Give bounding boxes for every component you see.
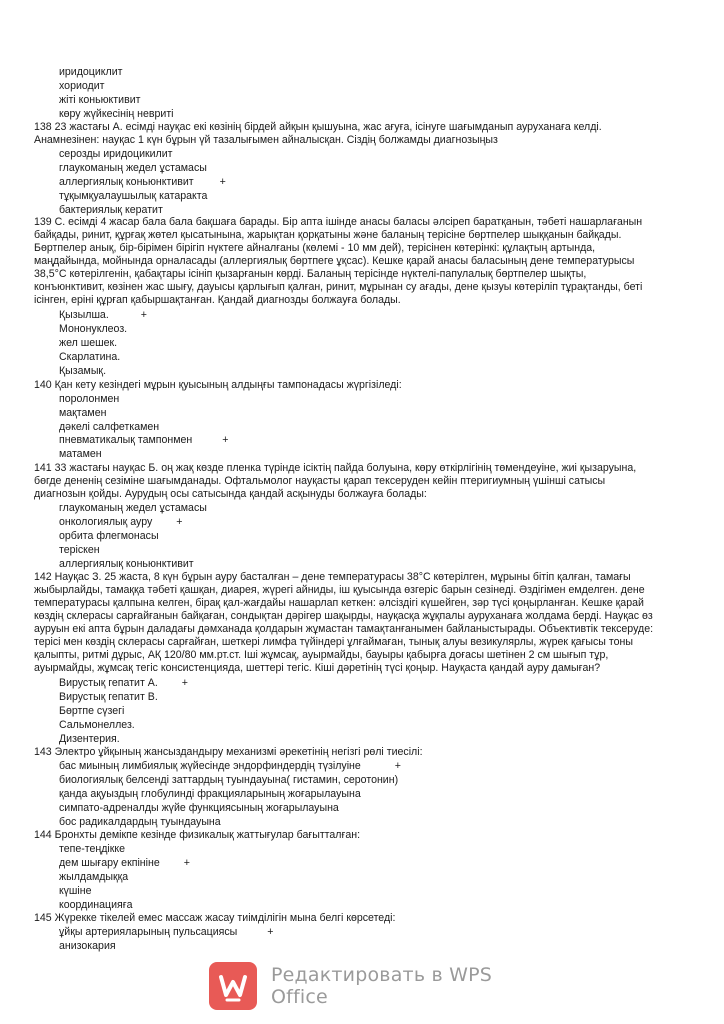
option-text: аллергиялық коньюнктивит bbox=[59, 176, 194, 188]
question-line: 138 23 жастағы А. есімді науқас екі көзінің бірдей айқын қышуына, жас ағуға, ісінуге шағымданып ауруханаға келді. bbox=[34, 121, 602, 133]
correct-mark: + bbox=[222, 434, 229, 446]
question-line: диагнозын қойды. Аурудың осы сатысында қандай асқынуды болжауға болады: bbox=[34, 488, 427, 500]
question-line: Бөртпелер анық, бір-бірімен бірігіп нүктеге айналғаны (көлемі - 10 мм дей), терісінен көтерінкі: құлақтың артында, bbox=[34, 242, 596, 254]
question-line: маңдайында, мойнында орналасады (аллергиялық бөртпеге ұқсас). Кешке қарай анасы баласының дене температурысы bbox=[34, 255, 635, 267]
wps-edit-label[interactable]: Редактировать в WPS Office bbox=[271, 964, 492, 1008]
option-line: жіті коньюктивит bbox=[59, 94, 141, 106]
option-line: бос радикалдардың туындауына bbox=[59, 816, 221, 828]
question-line: ауырмайды, жұмсақ тегіс консистенцияда, шеттері тегіс. Кіші дәретінің түсі қоңыр. Науқаста қандай ауру дамыған? bbox=[34, 662, 601, 674]
option-line: қанда ақуыздың глобулинді фракцияларының жоғарылауына bbox=[59, 788, 361, 800]
option-line: Сальмонеллез. bbox=[59, 719, 135, 731]
question-line: ауруын екі апта бұрын даладағы дәмханада қолдарын жұмастан тамақтанғанымен байланыстырады. Объективтік тексеруде: bbox=[34, 623, 654, 635]
option-line correct-option bbox=[59, 857, 190, 870]
option-text: бас миының лимбиялық жүйесінде эндорфиндердің түзілуіне bbox=[59, 760, 361, 772]
question-line: 143 Электро ұйқының жансыздандыру механизмі әрекетінің негізгі рөлі тиесілі: bbox=[34, 746, 423, 758]
option-line correct-option bbox=[59, 760, 401, 773]
option-text: пневматикалық тампонмен bbox=[59, 434, 193, 446]
option-line: көру жүйкесінің невриті bbox=[59, 108, 174, 120]
question-line: 144 Бронхты демікпе кезінде физикалық жаттығулар бағытталған: bbox=[34, 829, 361, 841]
option-line: Бөртпе сүзегі bbox=[59, 705, 125, 717]
option-line: аллергиялық коньюнктивит bbox=[59, 558, 194, 570]
option-line correct-option bbox=[59, 926, 273, 939]
option-line: Скарлатина. bbox=[59, 351, 121, 363]
option-line: бактериялық кератит bbox=[59, 204, 163, 216]
option-line: иридоциклит bbox=[59, 66, 123, 78]
option-line: тепе-теңдікке bbox=[59, 843, 126, 855]
option-line correct-option bbox=[59, 677, 188, 690]
option-line: глаукоманың жедел ұстамасы bbox=[59, 162, 207, 174]
option-line: жел шешек. bbox=[59, 337, 118, 349]
option-line: Вирустық гепатит В. bbox=[59, 691, 158, 703]
option-line: жылдамдыққа bbox=[59, 871, 129, 883]
wps-logo-icon bbox=[209, 962, 257, 1010]
option-text: онкологиялық ауру bbox=[59, 516, 153, 528]
question-line: 142 Науқас З. 25 жаста, 8 күн бұрын ауру басталған – дене температурасы 38°С көтерілген, мұрыны бітіп қалған, тамағы bbox=[34, 571, 631, 583]
question-line: бөгде дененің сезіміне шағымданады. Офтальмолог науқасты қарап тексеруден кейін птеригиумның үшінші сатысы bbox=[34, 475, 606, 487]
question-line: терісі мен көздің склерасы сарғайған, шеткері лимфа түйіндері ұлғаймаған, тынық алуы везикулярлы, жүрек қағысы тоны bbox=[34, 636, 633, 648]
option-text: Вирустық гепатит А. bbox=[59, 677, 158, 689]
option-line: анизокария bbox=[59, 940, 116, 952]
question-line: 140 Қан кету кезіндегі мұрын қуысының алдыңғы тампонадасы жүргізіледі: bbox=[34, 379, 402, 391]
option-line: биологиялық белсенді заттардың туындауына( гистамин, серотонин) bbox=[59, 774, 399, 786]
correct-mark: + bbox=[183, 857, 190, 869]
option-line correct-option bbox=[59, 434, 228, 447]
question-line: ісінген, еріні құрғап қабыршақтанған. Қандай диагнозды болжауға болады. bbox=[34, 294, 401, 306]
option-line: Қызамық. bbox=[59, 365, 107, 377]
option-line: серозды иридоцикилит bbox=[59, 148, 173, 160]
option-line correct-option bbox=[59, 309, 147, 322]
question-line: жыбырлайды, тамаққа тәбеті қашқан, диарея, жүрегі айниды, іш қуысында өзгеріс барын сезінеді. Әздігімен емделген. дене bbox=[34, 584, 645, 596]
option-text: Қызылша. bbox=[59, 309, 109, 321]
option-line: терiскен bbox=[59, 544, 100, 556]
option-line: Дизентерия. bbox=[59, 733, 120, 745]
correct-mark: + bbox=[181, 677, 188, 689]
question-line: Анамнезінен: науқас 1 күн бұрын үй тазалығымен айналысқан. Сіздің болжамды диагнозыңыз bbox=[34, 134, 498, 146]
option-line: дәкелі салфеткамен bbox=[59, 421, 160, 433]
correct-mark: + bbox=[140, 309, 147, 321]
option-line: мақтамен bbox=[59, 407, 107, 419]
option-line correct-option bbox=[59, 516, 182, 529]
option-line: хориодит bbox=[59, 80, 105, 92]
question-line: 145 Жүрекке тікелей емес массаж жасау тиімділігін мына белгі көрсетеді: bbox=[34, 912, 396, 924]
question-line: температурасы қалпына келген, бірақ қал-жағдайы нашарлап кеткен: әлсіздігі күшейген, зәр түсі қоңырланған. Кешке қарай bbox=[34, 597, 644, 609]
option-text: ұйқы артерияларының пульсациясы bbox=[59, 926, 238, 938]
question-line: қалыпты, ритмі дұрыс, АҚ 120/80 мм.рт.ст. Іші жұмсақ, ауырмайды, бауыры қабырға доғасы шетінен 2 см шығып тұр, bbox=[34, 649, 609, 661]
question-line: көздің склерасы сарғайғанын байқаған, сондықтан дәрігер шақырды, науқасқа жұқпалы ауруханаға жолдама берді. Науқас өз bbox=[34, 610, 653, 622]
option-line: симпато-адреналды жүйе функциясының жоғарылауына bbox=[59, 802, 339, 814]
option-line: координацияға bbox=[59, 899, 133, 911]
question-line: 139 С. есімді 4 жасар бала бала бақшаға барады. Бір апта ішінде анасы баласы әлсіреп баратқанын, тәбеті нашарлағанын bbox=[34, 216, 643, 228]
correct-mark: + bbox=[219, 176, 226, 188]
correct-mark: + bbox=[176, 516, 183, 528]
question-line: 141 33 жастағы науқас Б. оң жақ көзде пленка түрінде ісіктің пайда болуына, көру өткірлігінің төмендеуіне, жиі қызаруына, bbox=[34, 462, 637, 474]
option-line: тұқымқуалаушылық катаракта bbox=[59, 190, 208, 202]
option-line: орбита флегмонасы bbox=[59, 530, 159, 542]
option-line: күшіне bbox=[59, 885, 92, 897]
option-line correct-option bbox=[59, 176, 226, 189]
wps-edit-banner[interactable] bbox=[209, 962, 539, 1010]
question-line: конъюнктивит, көзінен жас шығу, дауысы қарлығып қалған, ринит, мұрынан су ағады, дене қызуы көтеріліп тұрақтанды, беті bbox=[34, 281, 643, 293]
option-line: глаукоманың жедел ұстамасы bbox=[59, 502, 207, 514]
option-line: поролонмен bbox=[59, 393, 120, 405]
option-text: дем шығару екпініне bbox=[59, 857, 160, 869]
question-line: 38,5°С көтерілгенін, қабақтары ісініп қызарғанын көрді. Баланың терісінде нүктелі-папулалық бөртпелер шықты, bbox=[34, 268, 587, 280]
option-line: матамен bbox=[59, 448, 102, 460]
correct-mark: + bbox=[394, 760, 401, 772]
correct-mark: + bbox=[267, 926, 274, 938]
question-line: байқады, ринит, құрғақ жөтел қысатынына, жарықтан қорқатыны және баланың терісіне бөртпелер шыққанын байқады. bbox=[34, 229, 622, 241]
option-line: Мононуклеоз. bbox=[59, 323, 128, 335]
